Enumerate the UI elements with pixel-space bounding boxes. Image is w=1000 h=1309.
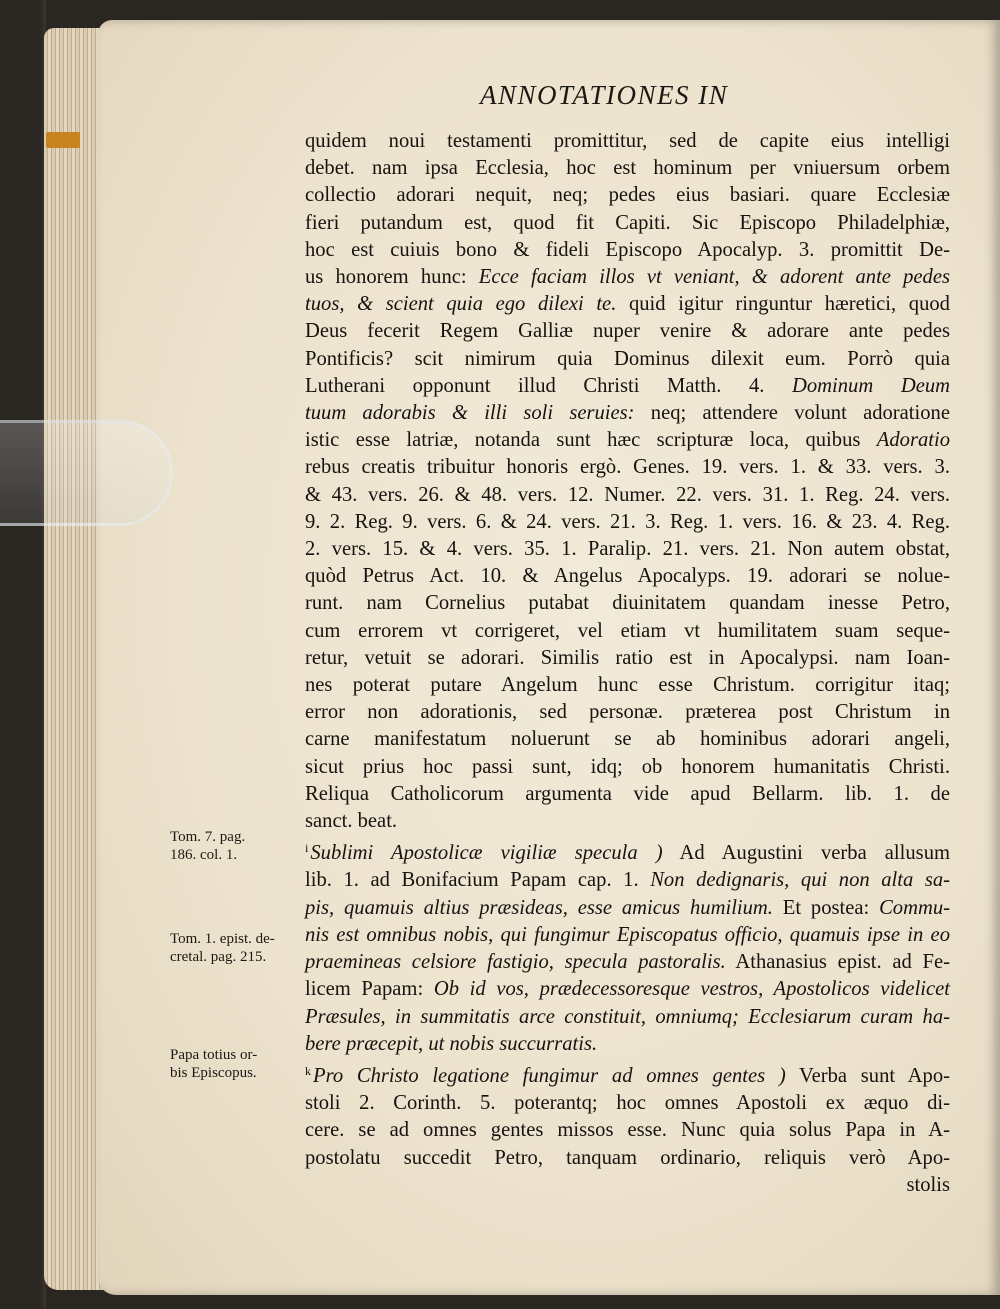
text-line	[305, 155, 950, 182]
roman-run: Reliqua Catholicorum argumenta vide apud Bellarm. lib. 1. de	[305, 782, 950, 805]
roman-run: Lutherani opponunt illud Christi Matth. 4.	[305, 374, 792, 397]
italic-run: tuos, & scient quia ego dilexi te.	[305, 293, 617, 316]
text-line	[305, 318, 950, 345]
text-line	[305, 427, 950, 454]
roman-run: 9. 2. Reg. 9. vers. 6. & 24. vers. 21. 3. Reg. 1. vers. 16. & 23. 4. Reg.	[305, 510, 950, 533]
italic-run: pis, quamuis altius præsideas, esse amicus humilium.	[305, 896, 773, 919]
text-line	[305, 563, 950, 590]
roman-run: stoli 2. Corinth. 5. poterantq; hoc omnes Apostoli ex æquo di-	[305, 1092, 950, 1115]
page-clip	[0, 420, 173, 526]
italic-run: Dominum Deum	[792, 374, 950, 397]
text-line	[305, 618, 950, 645]
text-line	[305, 1145, 950, 1172]
text-line	[305, 264, 950, 291]
roman-run: & 43. vers. 26. & 48. vers. 12. Numer. 22. vers. 31. 1. Reg. 24. vers.	[305, 483, 950, 506]
italic-run: Adoratio	[876, 429, 950, 452]
text-line	[305, 1058, 950, 1090]
roman-run: Et postea:	[772, 896, 880, 919]
text-line	[305, 1090, 950, 1117]
note-label: k	[305, 1063, 311, 1078]
italic-run: tuum adorabis & illi soli seruies:	[305, 402, 635, 425]
margin-note-tom1	[170, 930, 298, 966]
italic-run: Ob id vos, prædecessoresque vestros, Apostolicos videlicet	[433, 978, 951, 1001]
roman-run: stolis	[906, 1173, 950, 1196]
margin-note-line: Tom. 1. epist. de-	[170, 931, 275, 947]
margin-note-tom7	[170, 828, 298, 864]
roman-run: rebus creatis tribuitur honoris ergò. Genes. 19. vers. 1. & 33. vers. 3.	[305, 456, 950, 479]
note-label: i	[305, 841, 309, 856]
text-line	[305, 867, 950, 894]
roman-run: fieri putandum est, quod fit Capiti. Sic Episcopo Philadelphiæ,	[305, 211, 950, 234]
italic-run: Præsules, in summitatis arce constituit, omniumq; Ecclesiarum curam ha-	[305, 1005, 950, 1028]
text-line	[305, 590, 950, 617]
text-line	[305, 754, 950, 781]
roman-run: lib. 1. ad Bonifacium Papam cap. 1.	[305, 869, 651, 892]
margin-note-papa	[170, 1046, 298, 1082]
roman-run: hoc est cuiuis bono & fideli Episcopo Apocalyp. 3. promittit De-	[305, 238, 950, 261]
text-line	[305, 835, 950, 867]
text-line	[305, 482, 950, 509]
margin-note-line: cretal. pag. 215.	[170, 949, 267, 965]
roman-run: carne manifestatum noluerunt se ab hominibus adorari angeli,	[305, 728, 950, 751]
text-line	[305, 976, 950, 1003]
margin-note-line: Tom. 7. pag.	[170, 829, 246, 845]
roman-run: error non adorationis, sed personæ. præterea post Christum in	[305, 701, 950, 724]
roman-run: retur, vetuit se adorari. Similis ratio est in Apocalypsi. nam Ioan-	[305, 646, 950, 669]
roman-run: Ad Augustini verba allusum	[662, 842, 951, 865]
text-line	[305, 536, 950, 563]
text-line	[305, 454, 950, 481]
text-line	[305, 1172, 950, 1199]
margin-note-line: Papa totius or-	[170, 1047, 258, 1063]
roman-run: postolatu succedit Petro, tanquam ordinario, reliquis verò Apo-	[305, 1146, 950, 1169]
text-line	[305, 672, 950, 699]
italic-run: praemineas celsiore fastigio, specula pastoralis.	[305, 951, 726, 974]
text-line	[305, 373, 950, 400]
roman-run: Athanasius epist. ad Fe-	[725, 951, 950, 974]
text-line	[305, 400, 950, 427]
text-line	[305, 699, 950, 726]
text-line	[305, 1004, 950, 1031]
roman-run: Pontificis? scit nimirum quia Dominus dilexit eum. Porrò quia	[305, 347, 950, 370]
running-head: ANNOTATIONES IN	[480, 80, 729, 110]
margin-note-line: 186. col. 1.	[170, 847, 238, 863]
roman-run: neq; attendere volunt adoratione	[634, 402, 950, 425]
roman-run: nes poterat putare Angelum hunc esse Christum. corrigitur itaq;	[305, 674, 950, 697]
roman-run: 2. vers. 15. & 4. vers. 35. 1. Paralip. 21. vers. 21. Non autem obstat,	[305, 538, 950, 561]
text-line	[305, 1031, 950, 1058]
italic-run: Pro Christo legatione fungimur ad omnes gentes )	[313, 1064, 786, 1087]
text-line	[305, 808, 950, 835]
text-line	[305, 726, 950, 753]
text-line	[305, 291, 950, 318]
italic-run: bere præcepit, ut nobis succurratis.	[305, 1032, 598, 1055]
text-line	[305, 895, 950, 922]
roman-run: us honorem hunc:	[305, 266, 479, 289]
roman-run: Verba sunt Apo-	[785, 1064, 950, 1087]
text-line	[305, 509, 950, 536]
text-line	[305, 949, 950, 976]
roman-run: cere. se ad omnes gentes missos esse. Nunc quia solus Papa in A-	[305, 1119, 950, 1142]
roman-run: quòd Petrus Act. 10. & Angelus Apocalyps. 19. adorari se noluе-	[305, 565, 950, 588]
text-line	[305, 1117, 950, 1144]
italic-run: Ecce faciam illos vt veniant, & adorent ante pedes	[478, 266, 950, 289]
ribbon-bookmark	[46, 132, 80, 148]
italic-run: Sublimi Apostolicæ vigiliæ specula )	[310, 842, 663, 865]
roman-run: sanct. beat.	[305, 810, 398, 833]
roman-run: licem Papam:	[305, 978, 434, 1001]
text-line	[305, 346, 950, 373]
text-line	[305, 128, 950, 155]
italic-run: nis est omnibus nobis, qui fungimur Episcopatus officio, quamuis ipse in eo	[305, 923, 950, 946]
italic-run: Non dedignaris, qui non alta sa-	[650, 869, 950, 892]
text-line	[305, 237, 950, 264]
text-line	[305, 922, 950, 949]
roman-run: istic esse latriæ, notanda sunt hæc scripturæ loca, quibus	[305, 429, 877, 452]
text-line	[305, 182, 950, 209]
roman-run: Deus fecerit Regem Galliæ nuper venire & adorare ante pedes	[305, 320, 950, 343]
text-line	[305, 645, 950, 672]
roman-run: collectio adorari nequit, neq; pedes eius basiari. quare Ecclesiæ	[305, 184, 950, 207]
margin-note-line: bis Episcopus.	[170, 1065, 257, 1081]
italic-run: Commu-	[879, 896, 950, 919]
text-line	[305, 781, 950, 808]
text-line	[305, 210, 950, 237]
roman-run: sicut prius hoc passi sunt, idq; ob honorem humanitatis Christi.	[305, 755, 950, 778]
roman-run: runt. nam Cornelius putabat diuinitatem quandam inesse Petro,	[305, 592, 950, 615]
roman-run: cum errorem vt corrigeret, vel etiam vt humilitatem suam seque-	[305, 619, 950, 642]
roman-run: quid igitur ringuntur hæretici, quod	[616, 293, 950, 316]
roman-run: debet. nam ipsa Ecclesia, hoc est hominum per vniuersum orbem	[305, 157, 950, 180]
roman-run: quidem noui testamenti promittitur, sed de capite eius intelligi	[305, 130, 950, 152]
body-text	[305, 128, 950, 1199]
